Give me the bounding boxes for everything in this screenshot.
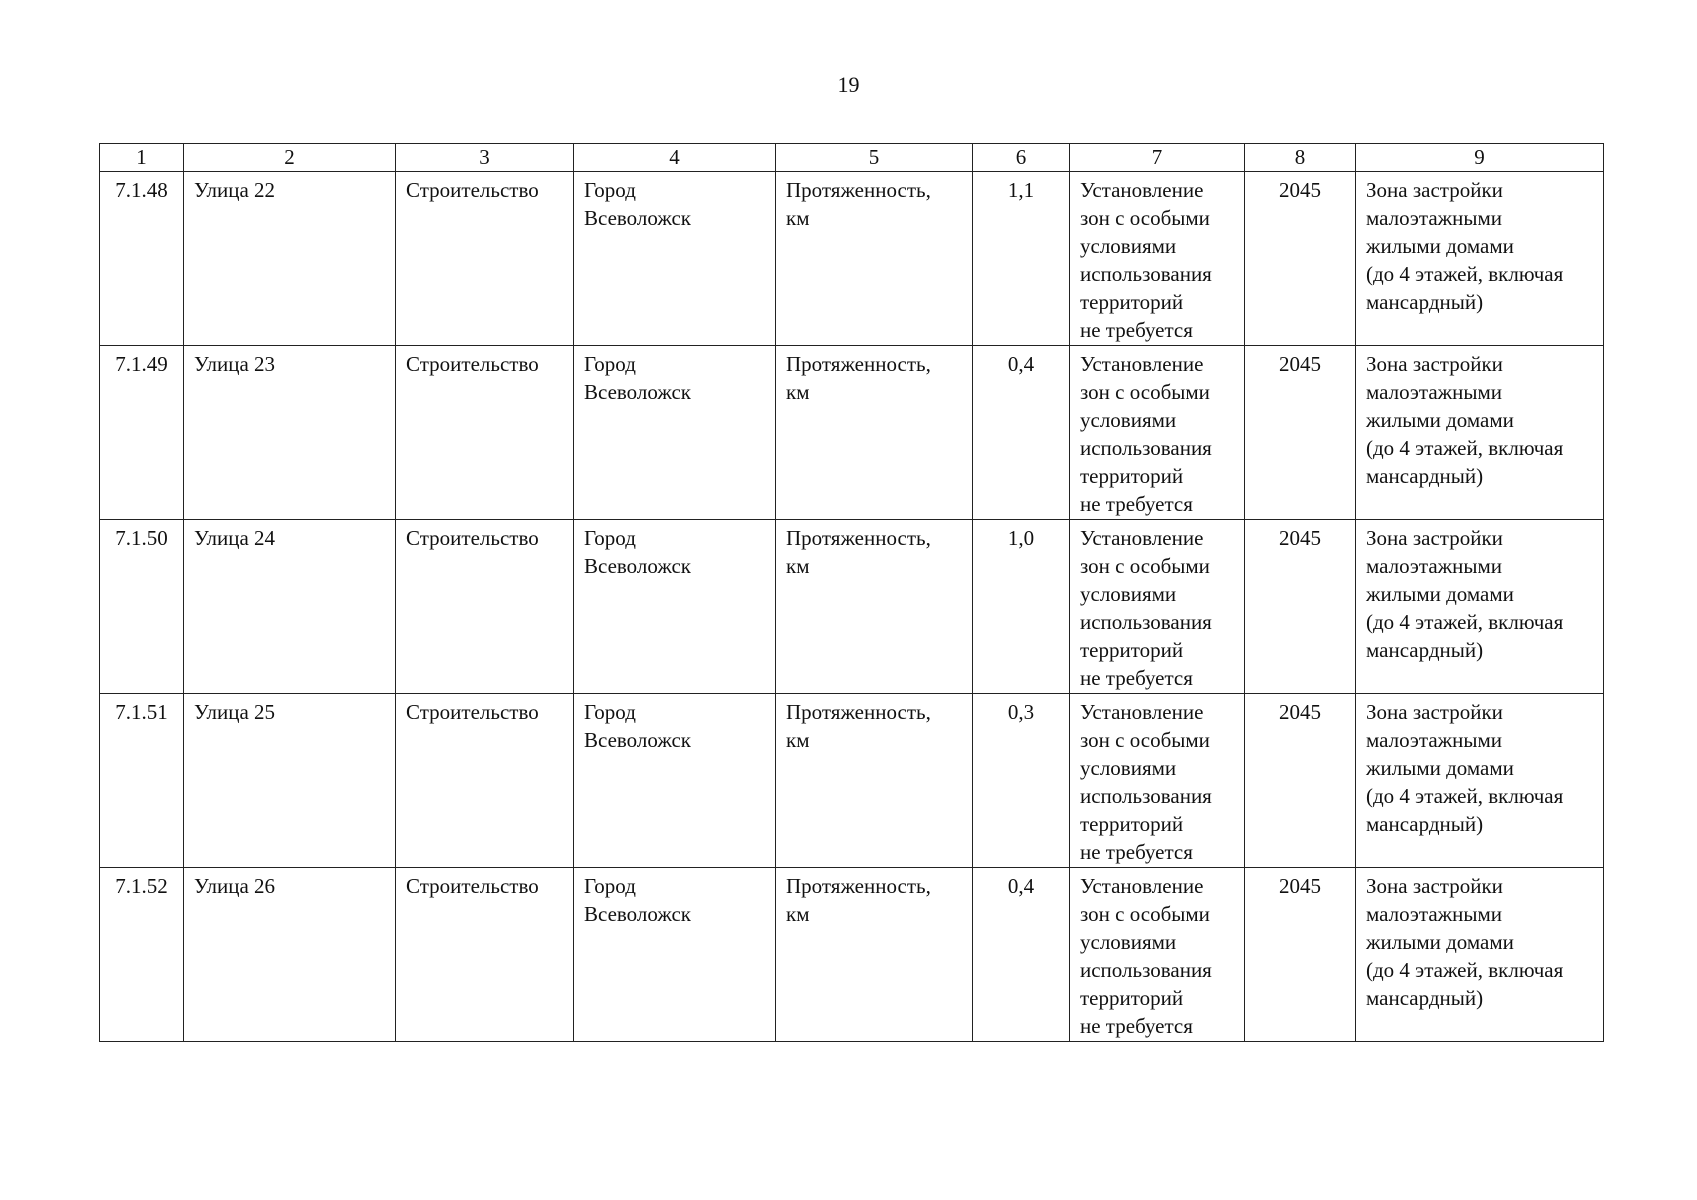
row-id-cell: 7.1.52 — [100, 868, 184, 1042]
header-row — [100, 144, 1604, 172]
location-cell: Город Всеволожск — [574, 172, 776, 346]
work-type-cell: Строительство — [396, 868, 574, 1042]
year-cell: 2045 — [1245, 694, 1356, 868]
value-cell: 0,3 — [973, 694, 1070, 868]
object-name-cell: Улица 23 — [184, 346, 396, 520]
zone-type-cell: Зона застройки малоэтажными жилыми домами (до 4 этажей, включая мансардный) — [1356, 694, 1604, 868]
work-type-cell: Строительство — [396, 520, 574, 694]
page-number: 19 — [837, 72, 860, 97]
data-table — [99, 143, 1604, 1042]
column-header: 1 — [100, 144, 184, 172]
zones-cell: Установление зон с особыми условиями использования территорий не требуется — [1070, 520, 1245, 694]
zones-cell: Установление зон с особыми условиями использования территорий не требуется — [1070, 346, 1245, 520]
zone-type-cell: Зона застройки малоэтажными жилыми домами (до 4 этажей, включая мансардный) — [1356, 346, 1604, 520]
object-name-cell: Улица 26 — [184, 868, 396, 1042]
column-header: 2 — [184, 144, 396, 172]
column-header: 6 — [973, 144, 1070, 172]
location-cell: Город Всеволожск — [574, 346, 776, 520]
table-row — [100, 868, 1604, 1042]
table-row — [100, 520, 1604, 694]
work-type-cell: Строительство — [396, 172, 574, 346]
object-name-cell: Улица 25 — [184, 694, 396, 868]
value-cell: 0,4 — [973, 346, 1070, 520]
column-header: 7 — [1070, 144, 1245, 172]
value-cell: 1,0 — [973, 520, 1070, 694]
zones-cell: Установление зон с особыми условиями использования территорий не требуется — [1070, 868, 1245, 1042]
zones-cell: Установление зон с особыми условиями использования территорий не требуется — [1070, 172, 1245, 346]
zone-type-cell: Зона застройки малоэтажными жилыми домами (до 4 этажей, включая мансардный) — [1356, 520, 1604, 694]
column-header: 4 — [574, 144, 776, 172]
table-header — [100, 144, 1604, 172]
year-cell: 2045 — [1245, 520, 1356, 694]
row-id-cell: 7.1.48 — [100, 172, 184, 346]
characteristic-cell: Протяженность, км — [776, 520, 973, 694]
table-row — [100, 694, 1604, 868]
characteristic-cell: Протяженность, км — [776, 694, 973, 868]
zones-cell: Установление зон с особыми условиями использования территорий не требуется — [1070, 694, 1245, 868]
location-cell: Город Всеволожск — [574, 868, 776, 1042]
object-name-cell: Улица 24 — [184, 520, 396, 694]
column-header: 5 — [776, 144, 973, 172]
year-cell: 2045 — [1245, 868, 1356, 1042]
work-type-cell: Строительство — [396, 346, 574, 520]
row-id-cell: 7.1.49 — [100, 346, 184, 520]
table-row — [100, 346, 1604, 520]
column-header: 3 — [396, 144, 574, 172]
row-id-cell: 7.1.50 — [100, 520, 184, 694]
row-id-cell: 7.1.51 — [100, 694, 184, 868]
year-cell: 2045 — [1245, 172, 1356, 346]
zone-type-cell: Зона застройки малоэтажными жилыми домами (до 4 этажей, включая мансардный) — [1356, 868, 1604, 1042]
zone-type-cell: Зона застройки малоэтажными жилыми домами (до 4 этажей, включая мансардный) — [1356, 172, 1604, 346]
work-type-cell: Строительство — [396, 694, 574, 868]
table-row — [100, 172, 1604, 346]
characteristic-cell: Протяженность, км — [776, 868, 973, 1042]
year-cell: 2045 — [1245, 346, 1356, 520]
location-cell: Город Всеволожск — [574, 694, 776, 868]
table-body — [100, 172, 1604, 1042]
location-cell: Город Всеволожск — [574, 520, 776, 694]
characteristic-cell: Протяженность, км — [776, 172, 973, 346]
column-header: 9 — [1356, 144, 1604, 172]
value-cell: 1,1 — [973, 172, 1070, 346]
object-name-cell: Улица 22 — [184, 172, 396, 346]
column-header: 8 — [1245, 144, 1356, 172]
value-cell: 0,4 — [973, 868, 1070, 1042]
characteristic-cell: Протяженность, км — [776, 346, 973, 520]
